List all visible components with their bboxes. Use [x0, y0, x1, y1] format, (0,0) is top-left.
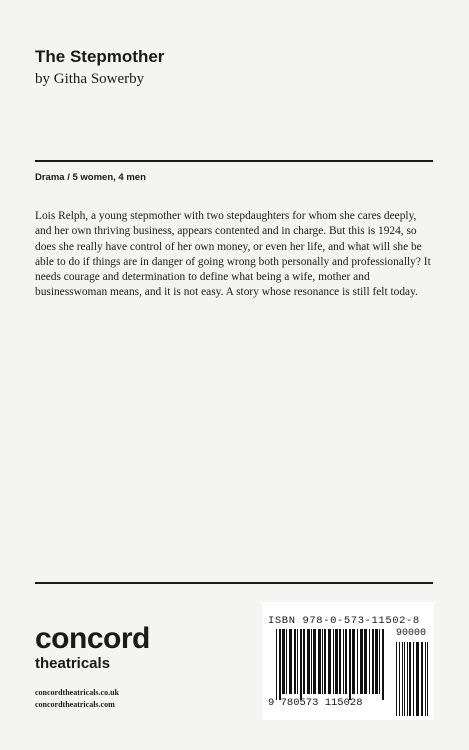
barcode-bar: [360, 629, 363, 694]
barcode-bar: [343, 629, 344, 694]
price-code: 90000: [396, 628, 427, 639]
barcode-bar: [425, 642, 426, 716]
barcode-bar: [379, 629, 380, 694]
barcode-bar: [404, 642, 405, 716]
barcode-bar: [335, 629, 338, 694]
barcode-bar: [286, 629, 287, 694]
book-author: by Githa Sowerby: [35, 71, 145, 87]
barcode-bar: [322, 629, 323, 694]
barcode-bar: [333, 629, 334, 694]
barcode-bar: [300, 629, 302, 700]
barcode-bar: [413, 642, 414, 716]
barcode-bar: [303, 629, 305, 694]
barcode-bar: [375, 629, 378, 694]
barcode-bar: [372, 629, 374, 694]
isbn-label: ISBN 978-0-573-11502-8: [268, 615, 420, 627]
barcode-bar: [279, 629, 281, 700]
barcode-bar: [427, 642, 428, 716]
barcode-bar: [402, 642, 403, 716]
barcode-bar: [311, 629, 312, 694]
barcode-bar: [352, 629, 355, 694]
barcode-bar: [357, 629, 358, 694]
barcode-digits: 9 780573 115028: [268, 697, 363, 709]
barcode-bar: [282, 629, 285, 694]
barcode-bar: [396, 642, 397, 716]
website-com: concordtheatricals.com: [35, 700, 115, 709]
barcode-bar: [276, 629, 277, 700]
barcode-bar: [339, 629, 341, 694]
barcode-bar: [409, 642, 411, 716]
genre-cast-line: Drama / 5 women, 4 men: [35, 172, 146, 183]
publisher-logo-concord: concord: [35, 622, 150, 655]
barcode-bar: [294, 629, 296, 694]
barcode-bar: [399, 642, 400, 716]
barcode-bar: [349, 629, 351, 700]
barcode-bar: [318, 629, 321, 694]
barcode-bar: [324, 629, 326, 694]
barcode-bar: [307, 629, 310, 694]
barcode-bar: [328, 629, 331, 694]
barcode-bar: [421, 642, 423, 716]
barcode-bar: [289, 629, 292, 694]
synopsis: Lois Relph, a young stepmother with two stepdaughters for whom she cares deeply, and her own thriving business, appears contented and in charge. But this is 1924, so does she really have control of her own money, or even her life, and what will she be able to do if things are in danger of going wrong both personally and professionally? It needs courage and determination to define what being a wife, mother and businesswoman means, and it is not easy. A story whose resonance is still felt today.: [35, 210, 431, 299]
barcode-bar: [345, 629, 347, 694]
book-title: The Stepmother: [35, 47, 165, 66]
barcode-bar: [297, 629, 298, 694]
website-uk: concordtheatricals.co.uk: [35, 688, 119, 697]
barcode-bar: [364, 629, 367, 694]
barcode-bar: [382, 629, 384, 700]
barcode-bar: [369, 629, 370, 694]
barcode-bar: [416, 642, 419, 716]
publisher-logo-theatricals: theatricals: [35, 655, 111, 672]
barcode-bar: [313, 629, 316, 694]
barcode-bar: [407, 642, 408, 716]
